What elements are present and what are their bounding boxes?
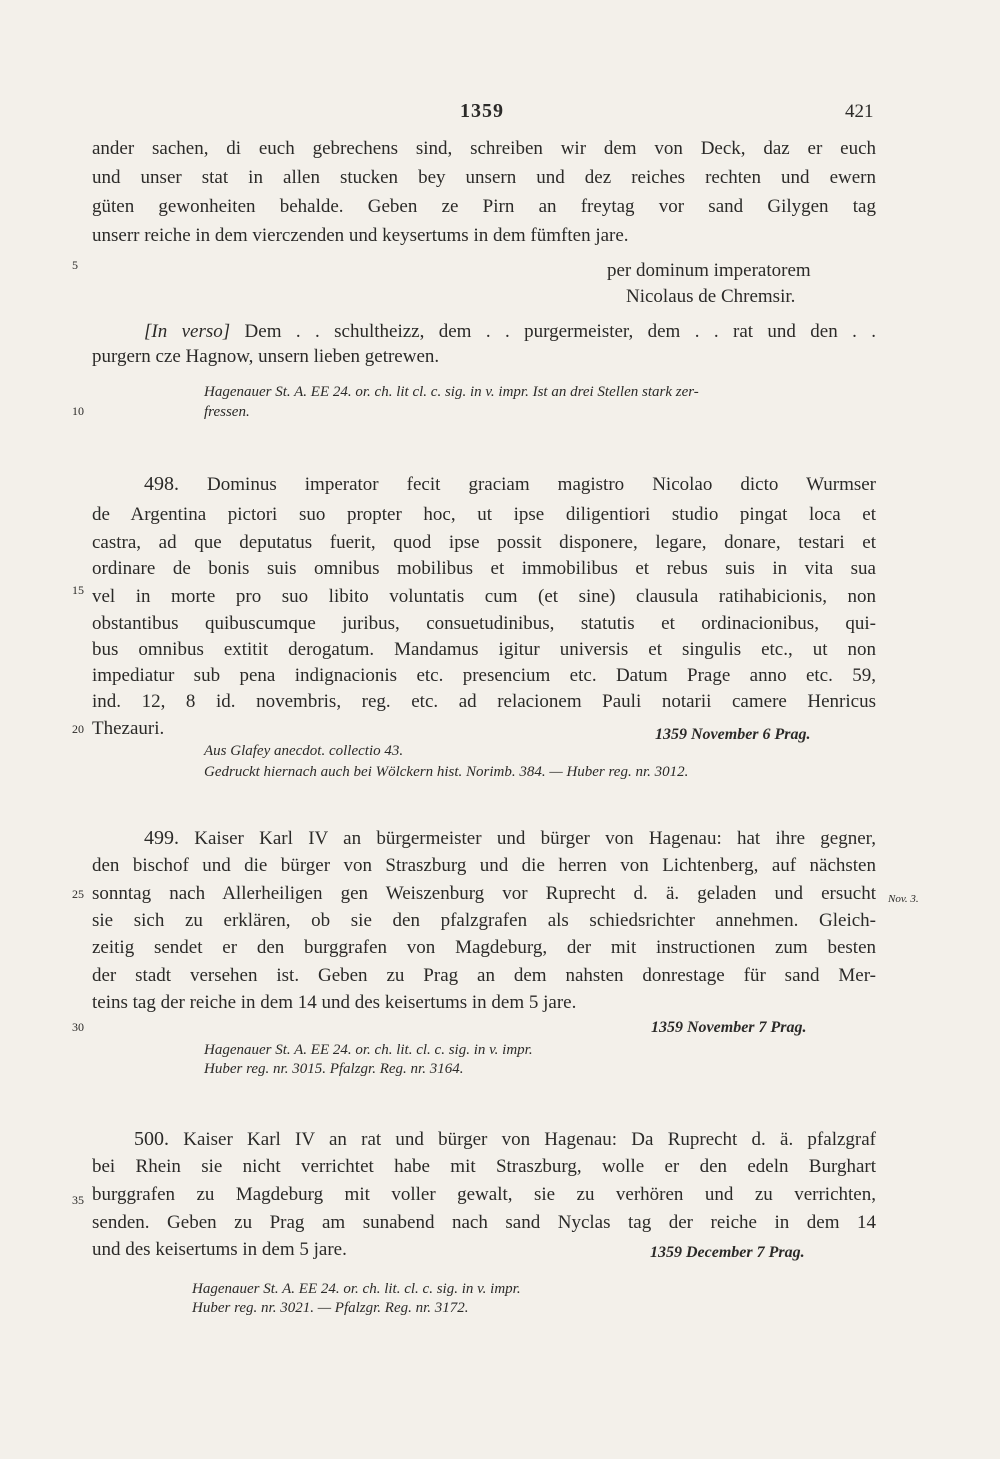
source-note: Huber reg. nr. 3021. — Pfalzgr. Reg. nr. 3172. — [192, 1300, 469, 1316]
entry-number: 499. — [144, 827, 179, 849]
text-line: bus omnibus extitit derogatum. Mandamus igitur universis et singulis etc., ut non — [92, 639, 876, 660]
text-line: den bischof und die bürger von Straszburg und die herren von Lichtenberg, auf nächsten — [92, 855, 876, 876]
text-line: ind. 12, 8 id. novembris, reg. etc. ad relacionem Pauli notarii camere Henricus — [92, 691, 876, 712]
entry-date: 1359 November 6 Prag. — [655, 726, 811, 743]
signature-line: Nicolaus de Chremsir. — [626, 286, 796, 307]
text-line: bei Rhein sie nicht verrichtet habe mit Straszburg, wolle er den edeln Burghart — [92, 1156, 876, 1177]
entry-first-line: 499. Kaiser Karl IV an bürgermeister und bürger von Hagenau: hat ihre gegner, — [144, 827, 876, 849]
entry-first-line: 500. Kaiser Karl IV an rat und bürger von Hagenau: Da Ruprecht d. ä. pfalzgraf — [134, 1128, 876, 1150]
source-note: Huber reg. nr. 3015. Pfalzgr. Reg. nr. 3164. — [204, 1061, 464, 1077]
text-line: ordinare de bonis suis omnibus mobilibus et immobilibus et rebus suis in vita sua — [92, 558, 876, 579]
line-number: 20 — [72, 722, 84, 736]
margin-note: Nov. 3. — [888, 893, 919, 905]
text-line: und unser stat in allen stucken bey unsern und dez reiches rechten und ewern — [92, 167, 876, 188]
verso-line: purgern cze Hagnow, unsern lieben getrewen. — [92, 346, 440, 367]
page-number: 421 — [845, 101, 874, 122]
text-line: burggrafen zu Magdeburg mit voller gewalt, sie zu verhören und zu verrichten, — [92, 1184, 876, 1205]
text-line: sonntag nach Allerheiligen gen Weiszenburg vor Ruprecht d. ä. geladen und ersucht — [92, 883, 876, 904]
text-line: vel in morte pro suo libito voluntatis cum (et sine) clausula ratihabicionis, non — [92, 586, 876, 607]
line-number: 30 — [72, 1020, 84, 1034]
source-note: Aus Glafey anecdot. collectio 43. — [204, 743, 404, 759]
text-line: und des keisertums in dem 5 jare. — [92, 1239, 347, 1260]
source-note: Hagenauer St. A. EE 24. or. ch. lit. cl. c. sig. in v. impr. — [192, 1281, 521, 1297]
text-line: Thezauri. — [92, 718, 165, 739]
text-line: ander sachen, di euch gebrechens sind, schreiben wir dem von Deck, daz er euch — [92, 138, 876, 159]
text-line: impediatur sub pena indignacionis etc. presencium etc. Datum Prage anno etc. 59, — [92, 665, 876, 686]
entry-date: 1359 December 7 Prag. — [650, 1244, 805, 1261]
text-line: de Argentina pictori suo propter hoc, ut ipse diligentiori studio pingat loca et — [92, 504, 876, 525]
text-line: obstantibus quibuscumque juribus, consuetudinibus, statutis et ordinacionibus, qui- — [92, 613, 876, 634]
entry-date: 1359 November 7 Prag. — [651, 1019, 807, 1036]
verso-label: [In verso] — [144, 321, 231, 342]
line-number: 10 — [72, 404, 84, 418]
text-line: senden. Geben zu Prag am sunabend nach sand Nyclas tag der reiche in dem 14 — [92, 1212, 876, 1233]
text-line: castra, ad que deputatus fuerit, quod ipse possit disponere, legare, donare, testari et — [92, 532, 876, 553]
text-line: teins tag der reiche in dem 14 und des keisertums in dem 5 jare. — [92, 992, 577, 1013]
signature-line: per dominum imperatorem — [607, 260, 811, 281]
verso-line: [In verso] Dem . . schultheizz, dem . . purgermeister, dem . . rat und den . . — [144, 321, 876, 342]
source-note: Gedruckt hiernach auch bei Wölckern hist. Norimb. 384. — Huber reg. nr. 3012. — [204, 764, 689, 780]
source-note: fressen. — [204, 404, 250, 420]
line-number: 25 — [72, 887, 84, 901]
line-number: 35 — [72, 1193, 84, 1207]
text-line: der stadt versehen ist. Geben zu Prag an dem nahsten donrestage für sand Mer- — [92, 965, 876, 986]
entry-number: 498. — [144, 473, 179, 495]
page-header-year: 1359 — [460, 100, 504, 122]
entry-first-line: 498. Dominus imperator fecit graciam magistro Nicolao dicto Wurmser — [144, 473, 877, 495]
source-note: Hagenauer St. A. EE 24. or. ch. lit. cl. c. sig. in v. impr. — [204, 1042, 533, 1058]
text-line: zeitig sendet er den burggrafen von Magdeburg, der mit instructionen zum besten — [92, 937, 876, 958]
text-line: unserr reiche in dem vierczenden und keysertums in dem fümften jare. — [92, 225, 629, 246]
entry-number: 500. — [134, 1128, 169, 1150]
line-number: 5 — [72, 258, 78, 272]
text-line: sie sich zu erklären, ob sie den pfalzgrafen als schiedsrichter annehmen. Gleich- — [92, 910, 876, 931]
text-line: güten gewonheiten behalde. Geben ze Pirn an freytag vor sand Gilygen tag — [92, 196, 876, 217]
line-number: 15 — [72, 583, 84, 597]
source-note: Hagenauer St. A. EE 24. or. ch. lit cl. c. sig. in v. impr. Ist an drei Stellen stark zer- — [204, 384, 699, 400]
